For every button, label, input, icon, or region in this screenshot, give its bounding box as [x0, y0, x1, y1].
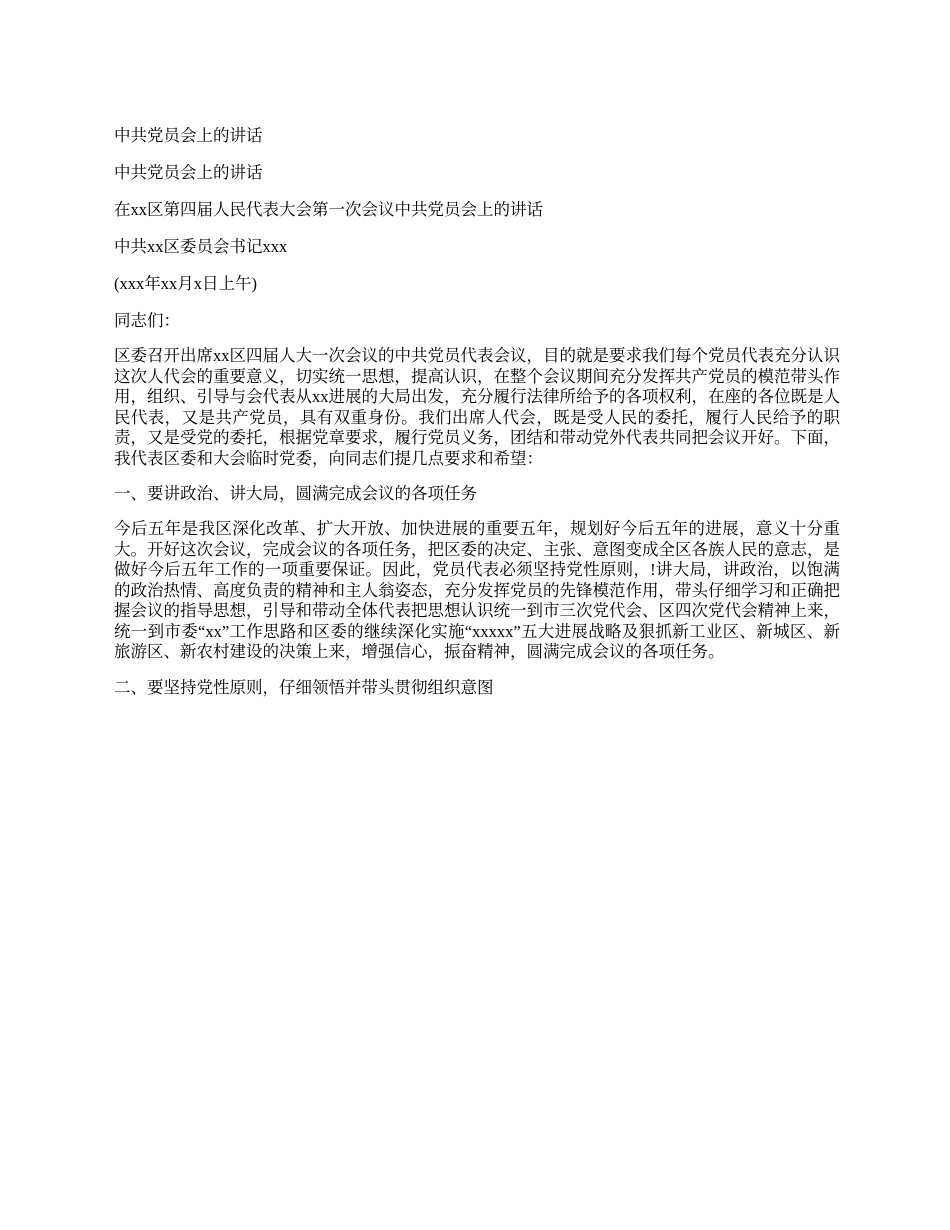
salutation: 同志们： [114, 311, 180, 330]
document-subtitle: 在xx区第四届人民代表大会第一次会议中共党员会上的讲话 [114, 200, 543, 219]
speaker-line: 中共xx区委员会书记xxx [114, 237, 288, 256]
section-heading-1: 一、要讲政治、讲大局，圆满完成会议的各项任务 [114, 484, 477, 503]
section-heading-2: 二、要坚持党性原则，仔细领悟并带头贯彻组织意图 [114, 677, 494, 697]
intro-paragraph: 区委召开出席xx区四届人大一次会议的中共党员代表会议，目的就是要求我们每个党员代表充分认识这次人代会的重要意义，切实统一思想，提高认识，在整个会议期间充分发挥共产党员的模范带头作用，组织、引导与会代表从xx进展的大局出发，充分履行法律所给予的各项权利，在座的各位既是人民代表，又是共产党员，具有双重身份。我们出席人代会，既是受人民的委托，履行人民给予的职责，又是受党的委托，根据党章要求，履行党员义务，团结和带动党外代表共同把会议开好。下面，我代表区委和大会临时党委，向同志们提几点要求和希望： [114, 346, 840, 468]
document-body [114, 124, 840, 713]
date-line: (xxx年xx月x日上午) [114, 274, 257, 293]
section-paragraph-1: 今后五年是我区深化改革、扩大开放、加快进展的重要五年，规划好今后五年的进展，意义十分重大。开好这次会议，完成会议的各项任务，把区委的决定、主张、意图变成全区各族人民的意志，是做好今后五年工作的一项重要保证。因此，党员代表必须坚持党性原则，!讲大局，讲政治，以饱满的政治热情、高度负责的精神和主人翁姿态，充分发挥党员的先锋模范作用，带头仔细学习和正确把握会议的指导思想，引导和带动全体代表把思想认识统一到市三次党代会、区四次党代会精神上来，统一到市委“xx”工作思路和区委的继续深化实施“xxxxx”五大进展战略及狠抓新工业区、新城区、新旅游区、新农村建设的决策上来，增强信心，振奋精神，圆满完成会议的各项任务。 [114, 519, 840, 661]
document-title: 中共党员会上的讲话 [114, 126, 263, 145]
document-title-repeat: 中共党员会上的讲话 [114, 163, 263, 182]
